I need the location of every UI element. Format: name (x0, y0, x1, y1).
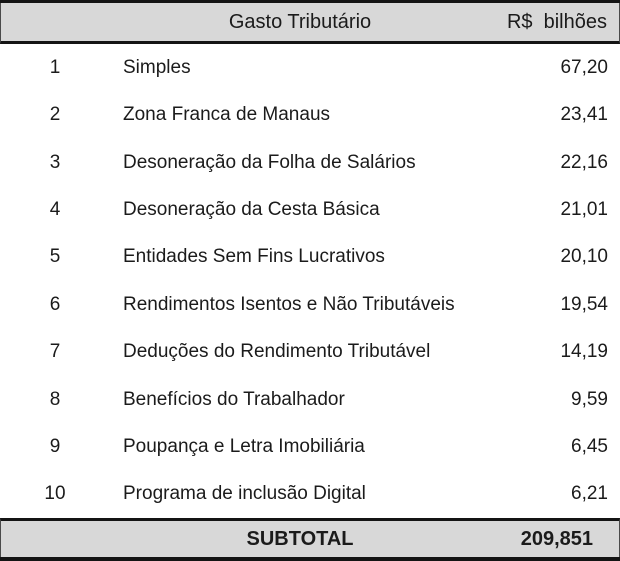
row-rank: 3 (49, 151, 61, 173)
row-value: 20,10 (560, 246, 608, 268)
table-row (0, 91, 620, 138)
row-rank: 10 (44, 483, 66, 505)
table-header (0, 3, 620, 44)
table-row (0, 139, 620, 186)
row-value: 22,16 (560, 151, 608, 173)
row-name: Desoneração da Folha de Salários (123, 151, 416, 173)
row-rank: 4 (49, 198, 61, 220)
row-rank: 1 (49, 56, 61, 78)
row-rank: 2 (49, 104, 61, 126)
table-row (0, 186, 620, 233)
row-name: Rendimentos Isentos e Não Tributáveis (123, 293, 455, 315)
row-name: Desoneração da Cesta Básica (123, 198, 380, 220)
table-row (0, 281, 620, 328)
row-value: 23,41 (560, 104, 608, 126)
row-rank: 9 (49, 435, 61, 457)
row-value: 6,45 (571, 435, 608, 457)
table-body (0, 44, 620, 518)
table-subtotal-row (0, 518, 620, 557)
row-name: Poupança e Letra Imobiliária (123, 435, 365, 457)
row-rank: 7 (49, 341, 61, 363)
row-rank: 8 (49, 388, 61, 410)
subtotal-label: SUBTOTAL (246, 527, 354, 550)
row-value: 19,54 (560, 293, 608, 315)
row-value: 14,19 (560, 341, 608, 363)
table-row (0, 376, 620, 423)
row-value: 6,21 (571, 483, 608, 505)
row-name: Entidades Sem Fins Lucrativos (123, 246, 385, 268)
header-title: Gasto Tributário (228, 10, 372, 33)
subtotal-value: 209,851 (520, 527, 593, 550)
row-name: Benefícios do Trabalhador (123, 388, 345, 410)
row-value: 67,20 (560, 56, 608, 78)
row-value: 9,59 (571, 388, 608, 410)
table-row (0, 423, 620, 470)
table-row (0, 44, 620, 91)
row-value: 21,01 (560, 198, 608, 220)
table-row (0, 471, 620, 518)
row-name: Programa de inclusão Digital (123, 483, 366, 505)
header-unit: R$ bilhões (506, 10, 607, 33)
row-rank: 6 (49, 293, 61, 315)
table-row (0, 234, 620, 281)
row-name: Simples (123, 56, 191, 78)
row-name: Zona Franca de Manaus (123, 104, 331, 126)
row-rank: 5 (49, 246, 61, 268)
row-name: Deduções do Rendimento Tributável (123, 341, 431, 363)
table-row (0, 328, 620, 375)
